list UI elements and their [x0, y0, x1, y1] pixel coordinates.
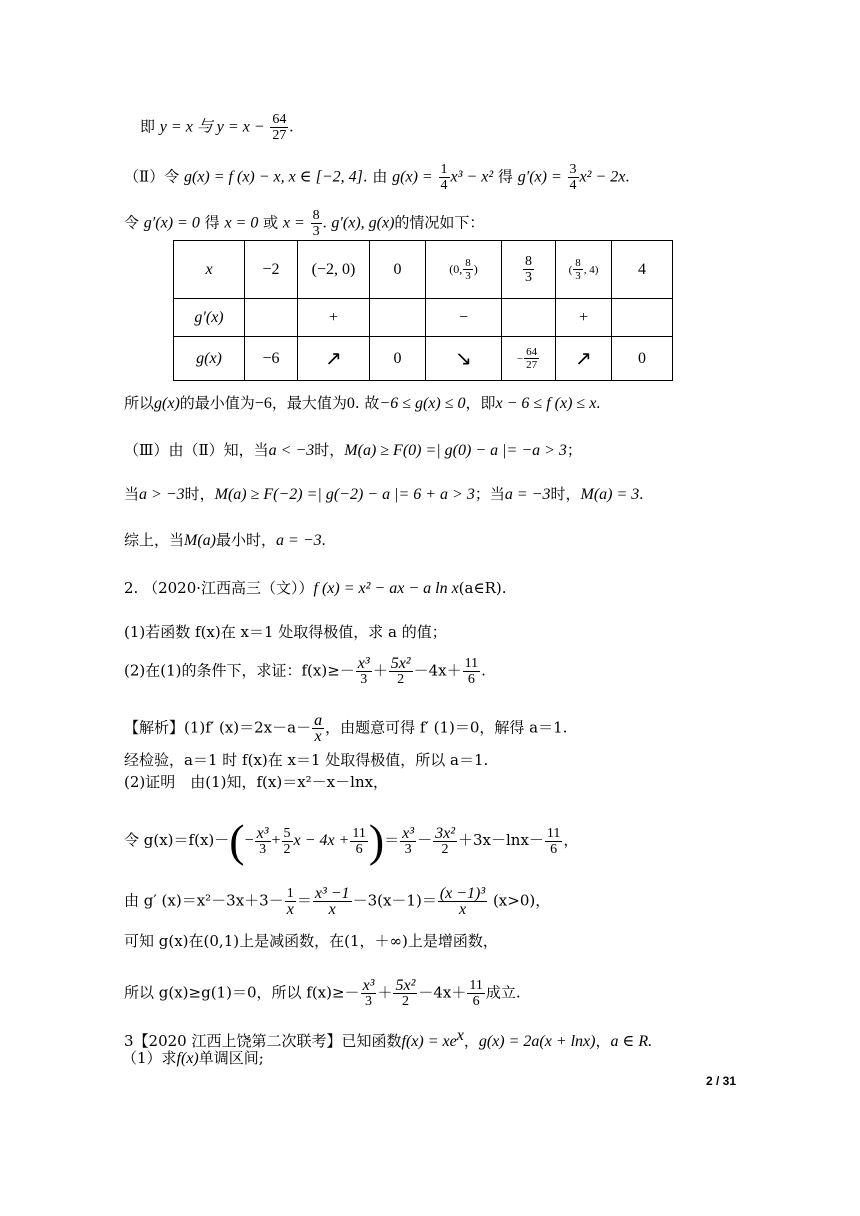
text-line: 可知 g(x)在(0,1)上是减函数，在(1，＋∞)上是增函数， — [124, 932, 498, 950]
text-line: （Ⅲ）由（Ⅱ）知，当a < −3时，M(a) ≥ F(0) =| g(0) − a |= −a > 3； — [124, 441, 582, 459]
page-number: 2 / 31 — [706, 1074, 737, 1088]
table-cell — [502, 299, 556, 337]
table-row — [174, 299, 673, 337]
text-line: 经检验，a＝1 时 f(x)在 x＝1 处取得极值，所以 a＝1. — [124, 751, 489, 769]
table-cell: 4 — [612, 241, 673, 299]
question-heading: 2. （2020·江西高三（文））f (x) = x² − ax − a ln x(a∈R). — [124, 579, 507, 597]
table-cell: − — [426, 299, 502, 337]
fraction: $\frac{8}{3}$ — [312, 208, 320, 239]
table-cell: ( $\frac{8}{3}$ , 4) — [556, 241, 612, 299]
table-cell: g′(x) — [174, 299, 245, 337]
table-cell: + — [556, 299, 612, 337]
text-line: 当a > −3时，M(a) ≥ F(−2) =| g(−2) − a |= 6 + a > 3；当a = −3时，M(a) = 3. — [124, 485, 644, 503]
text-line: (1)若函数 f(x)在 x＝1 处取得极值，求 a 的值； — [124, 623, 447, 641]
fraction: $\frac{a}{x}$ — [314, 712, 323, 745]
table-cell — [245, 299, 298, 337]
table-cell: x — [174, 241, 245, 299]
fraction: $\frac{3}{4}$ — [569, 162, 577, 193]
text-line: 令 g(x)＝f(x)－(− $\frac{\text{x³}}{3}$ + $\frac{5}{2}$ x − 4x + $\frac{11}{6}$ )＝ $\frac{\text{x³}}{3}$ － $\frac{\text{3x²}}{2}$ ＋3x－lnx－ $\frac{11}{6}$ ， — [124, 815, 579, 866]
table-cell: (−2, 0) — [298, 241, 370, 299]
math: g(x) = — [392, 168, 433, 186]
text: （Ⅱ）令 — [124, 167, 180, 186]
fraction: $\frac{\text{5x²}}{2}$ — [390, 655, 411, 687]
fraction: $\frac{\text{x³}}{3}$ — [357, 655, 370, 687]
table-cell: −2 — [245, 241, 298, 299]
table-cell: 0 — [370, 241, 426, 299]
fraction: $\frac{64}{27}$ — [272, 112, 287, 143]
text-line: 所以g(x)的最小值为−6，最大值为0. 故−6 ≤ g(x) ≤ 0，即x − 6 ≤ f (x) ≤ x. — [124, 394, 601, 412]
variation-table — [173, 240, 673, 381]
increasing-arrow-icon: ↗ — [556, 337, 612, 381]
text-line: 所以 g(x)≥g(1)＝0，所以 f(x)≥－ $\frac{\text{x³}}{3}$ ＋ $\frac{\text{5x²}}{2}$ －4x＋ $\frac{11}{6}$ 成立. — [124, 977, 521, 1009]
text-line: （Ⅱ）令 g(x) = f (x) − x, x ∈ [−2, 4]. 由 g(x) = $\frac{1}{4}$ x³ − x² 得 g′(x) = $\frac{3}{4}$ x² − 2x. — [124, 162, 630, 193]
question-heading: 3【2020 江西上饶第二次联考】已知函数$f(x) = xe^x$，g(x) = 2a(x + lnx)，a ∈ R. — [124, 1027, 653, 1050]
text-line: (2)在(1)的条件下，求证：f(x)≥－ $\frac{\text{x³}}{3}$ ＋ $\frac{\text{5x²}}{2}$ －4x＋ $\frac{11}{6}$ . — [124, 655, 486, 687]
text-line: （1）求f(x)单调区间; — [122, 1049, 264, 1067]
text-line: (2)证明 由(1)知，f(x)＝x²－x－lnx， — [124, 773, 389, 791]
math: y = x 与 y = x − — [159, 118, 265, 136]
table-cell: 0 — [612, 337, 673, 381]
table-cell — [370, 299, 426, 337]
math: g(x) = f (x) − x, x ∈ [−2, 4] — [183, 168, 363, 186]
increasing-arrow-icon: ↗ — [298, 337, 370, 381]
text: 令 — [124, 213, 140, 232]
table-cell: $\frac{8}{3}$ — [502, 241, 556, 299]
table-cell: + — [298, 299, 370, 337]
text-line: 由 g′ (x)＝x²－3x＋3－ $\frac{1}{x}$ ＝ $\frac{\text{x³ −1}}{x}$ －3(x－1)＝ $\frac{\text{(x −1)³}}{x}$ (x>0)， — [124, 885, 551, 918]
table-cell — [612, 299, 673, 337]
text-line: 即 y = x 与 y = x − $\frac{64}{27}$ . — [140, 112, 294, 143]
fraction: $\frac{1}{4}$ — [440, 162, 448, 193]
text-line: 【解析】(1)f′ (x)＝2x－a－ $\frac{a}{x}$ ，由题意可得 f′ (1)＝0，解得 a＝1. — [124, 712, 568, 745]
table-row — [174, 337, 673, 381]
table-cell: 0 — [370, 337, 426, 381]
table-cell: − $\frac{64}{27}$ — [502, 337, 556, 381]
fraction: $\frac{11}{6}$ — [464, 656, 479, 687]
text: 即 — [140, 117, 156, 136]
table-cell: (0, $\frac{8}{3}$ ) — [426, 241, 502, 299]
text-line: 综上，当M(a)最小时，a = −3. — [124, 531, 326, 549]
decreasing-arrow-icon: ↘ — [426, 337, 502, 381]
table-cell: g(x) — [174, 337, 245, 381]
table-cell: −6 — [245, 337, 298, 381]
table-row — [174, 241, 673, 299]
text-line: 令 g′(x) = 0 得 x = 0 或 x = $\frac{8}{3}$ . g′(x), g(x)的情况如下： — [124, 208, 485, 239]
